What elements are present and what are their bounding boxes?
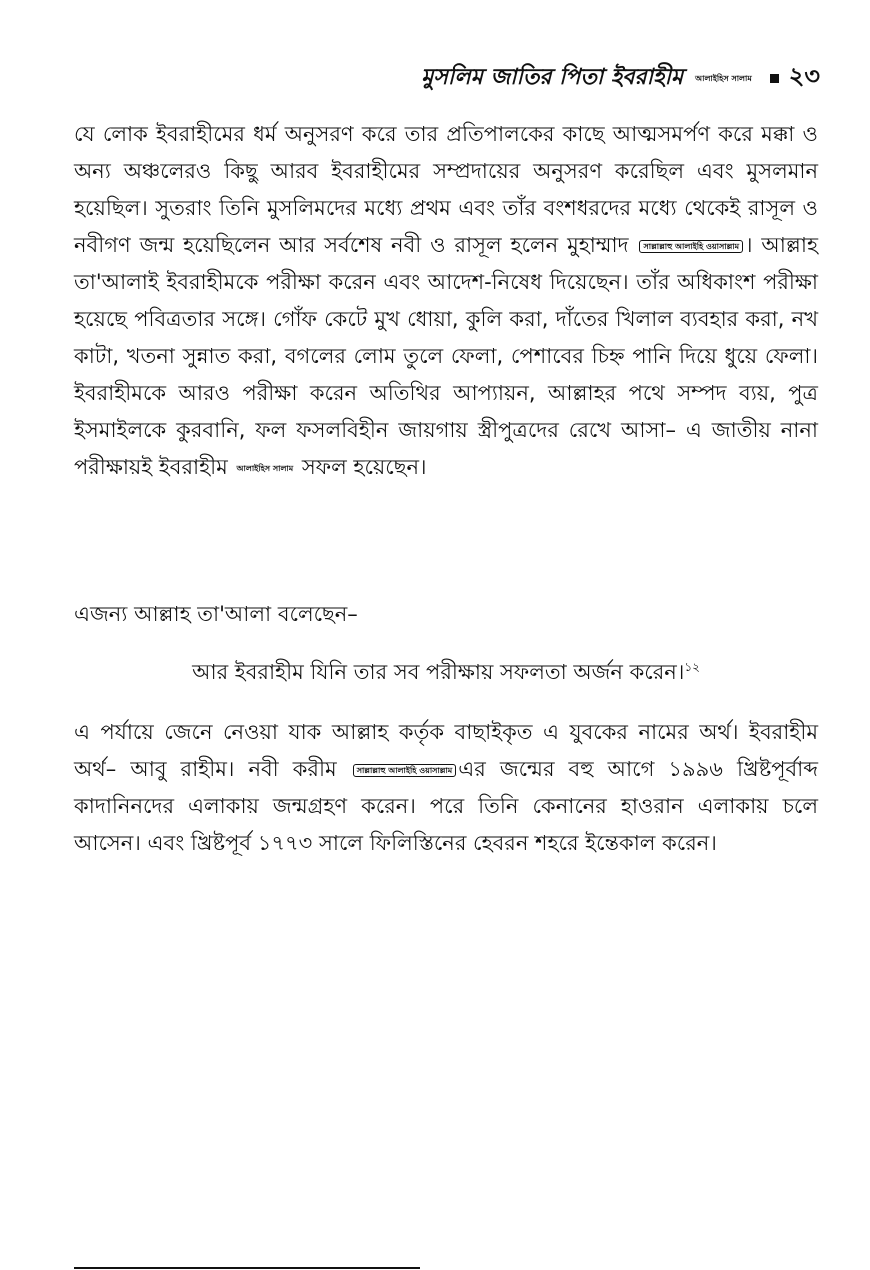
alaihis-salam-ligature: আলাইহিস সালাম — [236, 463, 294, 473]
sallallahu-ligature-2: সাল্লাল্লাহু আলাইহি ওয়াসাল্লাম — [353, 764, 457, 777]
paragraph-1 — [74, 116, 818, 486]
paragraph-2: এজন্য আল্লাহ তা'আলা বলেছেন– — [74, 602, 358, 626]
header-square-bullet — [770, 74, 779, 83]
quote — [74, 654, 818, 691]
paragraph-3 — [74, 714, 818, 862]
paragraph-3-part-2: এর জন্মের বহু আগে ১৯৯৬ খ্রিষ্টপূর্বাব্দ কাদানিনদের এলাকায় জন্মগ্রহণ করেন। পরে তিনি কেনানের হাওরান এলাকায় চলে আসেন। এবং খ্রিষ্টপূর্ব ১৭৭৩ সালে ফিলিস্তিনের হেবরন শহরে ইন্তেকাল করেন। — [74, 757, 818, 855]
quote-text: আর ইবরাহীম যিনি তার সব পরীক্ষায় সফলতা অর্জন করেন। — [192, 660, 685, 684]
header-honorific-ligature: আলাইহিস সালাম — [695, 73, 752, 83]
running-header — [421, 58, 820, 98]
paragraph-1-part-1: যে লোক ইবরাহীমের ধর্ম অনুসরণ করে তার প্রতিপালকের কাছে আত্মসমর্পণ করে মক্কা ও অন্য অঞ্চলেরও কিছু আরব ইবরাহীমের সম্প্রদায়ের অনুসরণ করেছিল এবং মুসলমান হয়েছিল। সুতরাং তিনি মুসলিমদের মধ্যে প্রথম এবং তাঁর বংশধরদের মধ্যে থেকেই রাসূল ও নবীগণ জন্ম হয়েছিলেন আর সর্বশেষ নবী ও রাসূল হলেন মুহাম্মাদ — [74, 122, 818, 257]
paragraph-1-part-2: । আল্লাহ তা'আলাই ইবরাহীমকে পরীক্ষা করেন এবং আদেশ-নিষেধ দিয়েছেন। তাঁর অধিকাংশ পরীক্ষা হয়েছে পবিত্রতার সঙ্গে। গোঁফ কেটে মুখ ধোয়া, কুলি করা, দাঁতের খিলাল ব্যবহার করা, নখ কাটা, খতনা সুন্নাত করা, বগলের লোম তুলে ফেলা, পেশাবের চিহ্ন পানি দিয়ে ধুয়ে ফেলা। ইবরাহীমকে আরও পরীক্ষা করেন অতিথির আপ্যায়ন, আল্লাহর পথে সম্পদ ব্যয়, পুত্র ইসমাইলকে কুরবানি, ফল ফসলবিহীন জায়গায় স্ত্রীপুত্রদের রেখে আসা– এ জাতীয় নানা পরীক্ষায়ই ইবরাহীম — [74, 233, 818, 479]
sallallahu-ligature: সাল্লাল্লাহু আলাইহি ওয়াসাল্লাম — [639, 240, 743, 253]
paragraph-3-part-1: এ পর্যায়ে জেনে নেওয়া যাক আল্লাহ কর্তৃক বাছাইকৃত এ যুবকের নামের অর্থ। ইবরাহীম অর্থ– আবু রাহীম। নবী করীম — [74, 720, 818, 781]
paragraph-1-part-3: সফল হয়েছেন। — [301, 455, 427, 479]
page-number: ২৩ — [788, 62, 820, 90]
header-title: মুসলিম জাতির পিতা ইবরাহীম — [421, 64, 684, 90]
footnote-reference: ১২ — [684, 660, 700, 674]
footnote-separator-line — [74, 1267, 420, 1269]
